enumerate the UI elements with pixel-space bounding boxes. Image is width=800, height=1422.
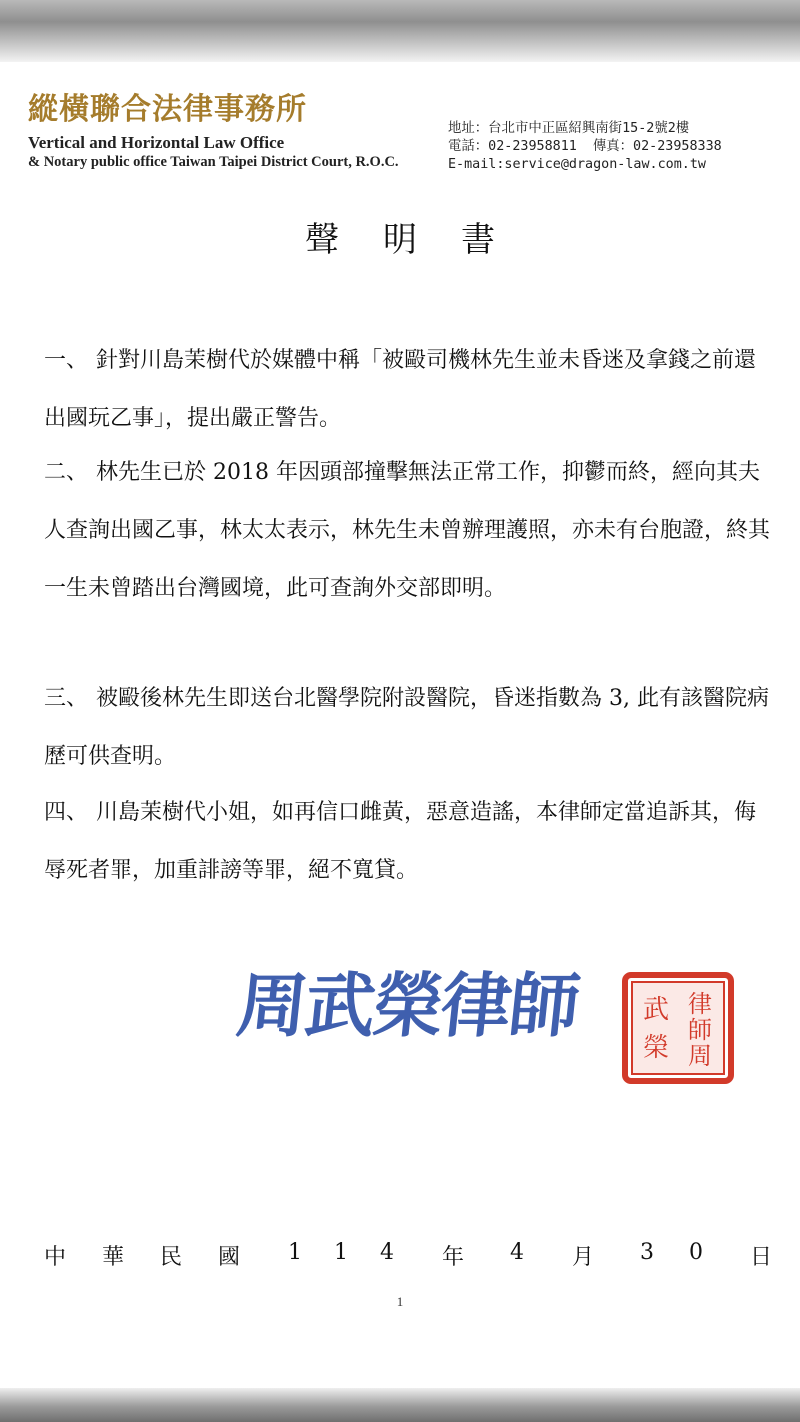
statement-item-2: [44, 444, 774, 618]
item-text: 林先生已於 2018 年因頭部撞擊無法正常工作，抑鬱而終，經向其夫人查詢出國乙事，林太太表示，林先生未曾辦理護照，亦未有台胞證，終其一生未曾踏出台灣國境，此可查詢外交部即明。: [44, 460, 771, 601]
date-month-unit: 月: [572, 1245, 595, 1270]
statement-item-1: [44, 332, 774, 448]
date-era-char: 國: [218, 1245, 241, 1270]
date-day: 3 0: [640, 1240, 717, 1265]
red-seal-stamp: [622, 972, 734, 1084]
firm-name-chinese: 縱橫聯合法律事務所: [28, 92, 307, 127]
item-number: 四、: [44, 800, 89, 825]
email-line: E-mail:service@dragon-law.com.tw: [448, 157, 706, 172]
svg-text:師: 師: [688, 1016, 712, 1044]
firm-name-english: Vertical and Horizontal Law Office: [28, 133, 285, 152]
item-number: 一、: [44, 348, 89, 373]
photo-bottom-edge: [0, 1388, 800, 1422]
page-number: 1: [396, 1294, 404, 1309]
date-day-unit: 日: [750, 1245, 773, 1270]
lawyer-signature-stamp: 周武榮律師: [233, 964, 582, 1047]
document-date: [44, 1240, 774, 1274]
photo-top-edge: [0, 0, 800, 62]
svg-text:周: 周: [688, 1042, 712, 1070]
item-text: 川島茉樹代小姐，如再信口雌黃，惡意造謠，本律師定當追訴其，侮辱死者罪，加重誹謗等罪，絕不寬貸。: [44, 800, 757, 883]
date-era-char: 中: [44, 1245, 67, 1270]
date-year-unit: 年: [442, 1245, 465, 1270]
phone-fax-line: [448, 138, 778, 156]
date-year-digit: 1: [334, 1240, 348, 1265]
address-line: 地址：台北市中正區紹興南街15-2號2樓: [448, 121, 690, 136]
svg-text:武: 武: [642, 995, 670, 1025]
document-title: 聲明書: [305, 220, 539, 260]
item-text: 被毆後林先生即送台北醫學院附設醫院，昏迷指數為 3, 此有該醫院病歷可供查明。: [44, 686, 769, 769]
date-month: 4: [510, 1240, 524, 1265]
svg-text:律: 律: [688, 990, 712, 1018]
date-year-digit: 1: [288, 1240, 302, 1265]
firm-subtitle-english: & Notary public office Taiwan Taipei District Court, R.O.C.: [28, 154, 399, 170]
statement-item-3: [44, 670, 774, 786]
fax-number: 傳真：02-23958338: [592, 139, 722, 154]
item-number: 二、: [44, 460, 89, 485]
contact-block: [448, 120, 778, 174]
date-year-digit: 4: [380, 1240, 394, 1265]
svg-text:榮: 榮: [642, 1033, 670, 1063]
date-era-char: 民: [160, 1245, 183, 1270]
item-text: 針對川島茉樹代於媒體中稱「被毆司機林先生並未昏迷及拿錢之前還出國玩乙事」，提出嚴正警告。: [44, 348, 757, 431]
phone-number: 電話：02-23958811: [448, 139, 577, 154]
date-era-char: 華: [102, 1245, 125, 1270]
statement-item-4: [44, 784, 774, 900]
item-number: 三、: [44, 686, 89, 711]
